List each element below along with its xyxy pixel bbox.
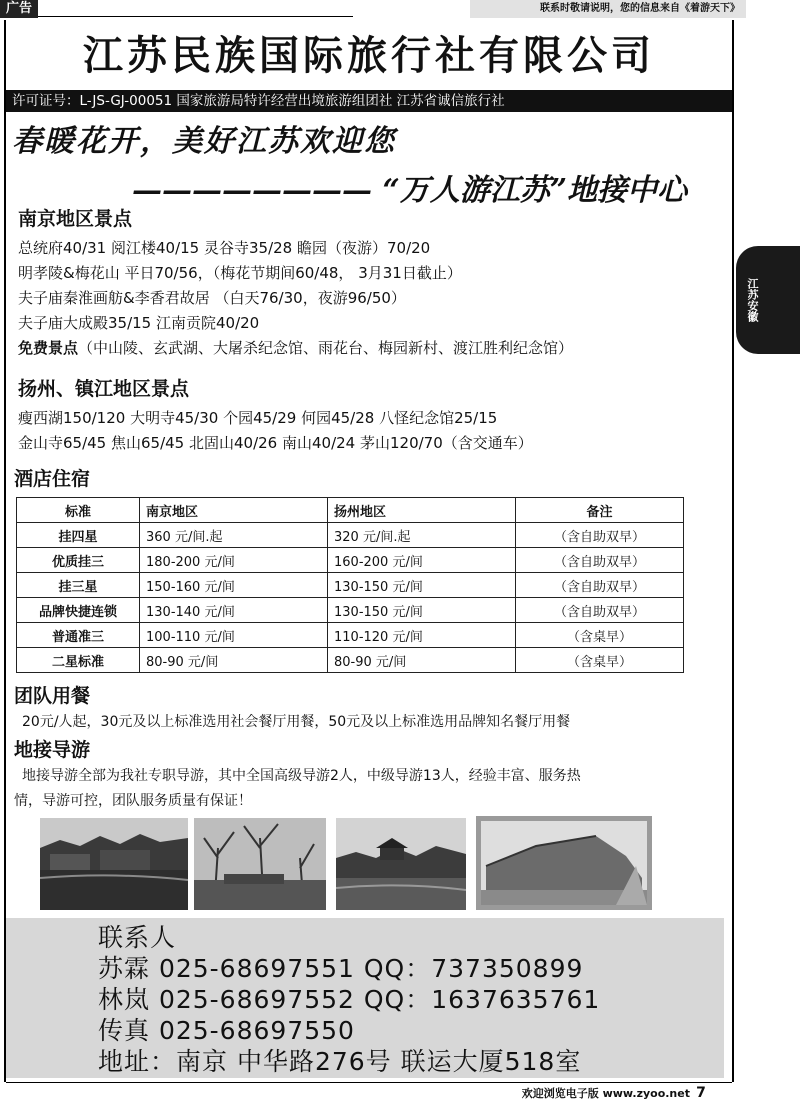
- side-tab-label: 江苏安徽: [746, 278, 759, 322]
- table-row: [17, 523, 684, 548]
- cell-note: （含自助双早）: [516, 523, 684, 548]
- cell-nanjing: 130-140 元/间: [140, 598, 328, 623]
- ad-label: 广告: [0, 0, 38, 18]
- contact-person-1: 苏霖 025-68697551 QQ：737350899: [98, 954, 584, 983]
- reception-center-slogan: ———————— “万人游江苏”地接中心: [132, 173, 687, 208]
- cell-note: （含自助双早）: [516, 548, 684, 573]
- footer-divider: [6, 1082, 732, 1083]
- photo-canal-town: [40, 818, 188, 910]
- table-row: [17, 573, 684, 598]
- free-spots-label: 免费景点: [18, 339, 79, 357]
- cell-yangzhou: 110-120 元/间: [328, 623, 516, 648]
- col-yangzhou: 扬州地区: [328, 498, 516, 523]
- meal-text: 20元/人起，30元及以上标准选用社会餐厅用餐，50元及以上标准选用品牌知名餐厅用餐: [22, 714, 571, 730]
- yangzhou-line: 瘦西湖150/120 大明寺45/30 个园45/29 何园45/28 八怪纪念馆25/15: [18, 409, 498, 427]
- table-row: [17, 598, 684, 623]
- cell-note: （含桌早）: [516, 623, 684, 648]
- contact-fax: 传真 025-68697550: [98, 1016, 355, 1045]
- cell-note: （含自助双早）: [516, 573, 684, 598]
- cell-note: （含桌早）: [516, 648, 684, 673]
- cell-standard: 品牌快捷连锁: [17, 598, 140, 623]
- contact-address: 地址：南京 中华路276号 联运大厦518室: [98, 1047, 582, 1076]
- guide-text-line1: 地接导游全部为我社专职导游，其中全国高级导游2人，中级导游13人，经验丰富、服务热: [22, 768, 581, 784]
- cell-standard: 挂三星: [17, 573, 140, 598]
- license-bar: 许可证号：L-JS-GJ-00051 国家旅游局特许经营出境旅游组团社 江苏省诚信旅行社: [6, 90, 732, 112]
- meal-title: 团队用餐: [14, 685, 91, 707]
- nanjing-line: 夫子庙大成殿35/15 江南贡院40/20: [18, 314, 260, 332]
- top-divider: [38, 16, 353, 17]
- photo-tree-garden: [194, 818, 326, 910]
- nanjing-line: 夫子庙秦淮画舫&李香君故居 （白天76/30，夜游96/50）: [18, 289, 406, 307]
- page-number: 7: [696, 1085, 706, 1101]
- guide-text-line2: 情，导游可控，团队服务质量有保证！: [14, 793, 252, 809]
- col-nanjing: 南京地区: [140, 498, 328, 523]
- cell-yangzhou: 80-90 元/间: [328, 648, 516, 673]
- contact-title: 联系人: [98, 923, 177, 952]
- col-note: 备注: [516, 498, 684, 523]
- nanjing-line: 总统府40/31 阅江楼40/15 灵谷寺35/28 瞻园（夜游）70/20: [18, 239, 431, 257]
- cell-standard: 二星标准: [17, 648, 140, 673]
- cell-yangzhou: 130-150 元/间: [328, 573, 516, 598]
- guide-title: 地接导游: [14, 739, 91, 761]
- cell-yangzhou: 160-200 元/间: [328, 548, 516, 573]
- photo-city-gate: [476, 816, 652, 910]
- cell-nanjing: 100-110 元/间: [140, 623, 328, 648]
- yangzhou-title: 扬州、镇江地区景点: [18, 378, 190, 400]
- cell-nanjing: 360 元/间.起: [140, 523, 328, 548]
- cell-nanjing: 150-160 元/间: [140, 573, 328, 598]
- hotel-title: 酒店住宿: [14, 468, 91, 490]
- col-standard: 标准: [17, 498, 140, 523]
- cell-standard: 普通准三: [17, 623, 140, 648]
- contact-person-2: 林岚 025-68697552 QQ：1637635761: [98, 985, 601, 1014]
- hotel-table-header: [17, 498, 684, 523]
- hotel-table: [16, 497, 684, 673]
- company-name: 江苏民族国际旅行社有限公司: [83, 32, 655, 79]
- frame-right-border: [732, 20, 734, 1082]
- yangzhou-line: 金山寺65/45 焦山65/45 北固山40/26 南山40/24 茅山120/70（含交通车）: [18, 434, 533, 452]
- photo-pavilion: [336, 818, 466, 910]
- cell-standard: 优质挂三: [17, 548, 140, 573]
- cell-nanjing: 80-90 元/间: [140, 648, 328, 673]
- spring-slogan: 春暖花开，美好江苏欢迎您: [12, 124, 396, 159]
- free-spots-text: （中山陵、玄武湖、大屠杀纪念馆、雨花台、梅园新村、渡江胜利纪念馆）: [78, 339, 574, 357]
- footer-url: 欢迎浏览电子版 www.zyoo.net: [521, 1087, 690, 1100]
- cell-note: （含自助双早）: [516, 598, 684, 623]
- table-row: [17, 648, 684, 673]
- cell-nanjing: 180-200 元/间: [140, 548, 328, 573]
- cell-yangzhou: 130-150 元/间: [328, 598, 516, 623]
- table-row: [17, 623, 684, 648]
- cell-standard: 挂四星: [17, 523, 140, 548]
- top-slogan: 联系时敬请说明，您的信息来自《着游天下》: [470, 0, 746, 18]
- free-spots-line: [18, 336, 730, 360]
- nanjing-line: 明孝陵&梅花山 平日70/56，（梅花节期间60/48， 3月31日截止）: [18, 264, 462, 282]
- table-row: [17, 548, 684, 573]
- cell-yangzhou: 320 元/间.起: [328, 523, 516, 548]
- nanjing-title: 南京地区景点: [18, 208, 133, 230]
